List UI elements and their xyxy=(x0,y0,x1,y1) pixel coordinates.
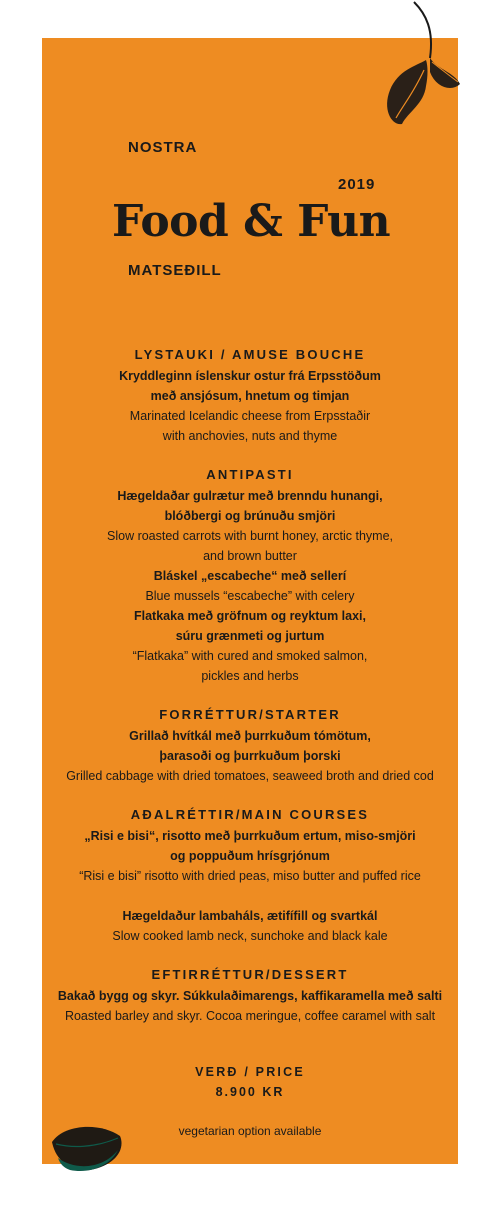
menu-section xyxy=(42,706,458,786)
dish-description-english: Slow cooked lamb neck, sunchoke and black kale xyxy=(112,929,388,943)
dish-name-icelandic: „Risi e bisi“, risotto með þurrkuðum ertum, miso-smjöri xyxy=(84,829,416,843)
dish-description-english: and brown butter xyxy=(203,549,297,563)
dish-name-icelandic: þarasoði og þurrkuðum þorski xyxy=(159,749,341,763)
dish-name-icelandic: Kryddleginn íslenskur ostur frá Erpsstöðum xyxy=(119,369,381,383)
dish-description-english: Blue mussels “escabeche” with celery xyxy=(145,589,355,603)
dish-name-icelandic: Hægeldaður lambaháls, ætifífill og svartkál xyxy=(122,909,378,923)
dish-name-icelandic: Bláskel „escabeche“ með sellerí xyxy=(153,569,347,583)
dish-description-english: “Risi e bisi” risotto with dried peas, miso butter and puffed rice xyxy=(79,869,421,883)
section-heading: FORRÉTTUR/STARTER xyxy=(159,707,341,722)
dish-description-english: Grilled cabbage with dried tomatoes, seaweed broth and dried cod xyxy=(66,769,434,783)
dish-description-english: with anchovies, nuts and thyme xyxy=(162,429,338,443)
dish-name-icelandic: og poppuðum hrísgrjónum xyxy=(170,849,330,863)
menu-section xyxy=(42,966,458,1026)
dish-description-english: Slow roasted carrots with burnt honey, arctic thyme, xyxy=(107,529,393,543)
leaf-icon xyxy=(48,1120,128,1176)
dish-name-icelandic: Flatkaka með gröfnum og reyktum laxi, xyxy=(133,609,366,623)
dish-name-icelandic: súru grænmeti og jurtum xyxy=(175,629,325,643)
menu-section xyxy=(42,466,458,686)
dish-description-english: “Flatkaka” with cured and smoked salmon, xyxy=(132,649,368,663)
leaf-branch-icon xyxy=(368,0,468,130)
dish-name-icelandic: Grillað hvítkál með þurrkuðum tómötum, xyxy=(129,729,371,743)
menu-section xyxy=(42,806,458,946)
price-amount: 8.900 KR xyxy=(215,1085,285,1099)
page-title: Food & Fun xyxy=(112,196,391,247)
menu-subtitle: MATSEÐILL xyxy=(128,262,222,279)
dish-name-icelandic: blóðbergi og brúnuðu smjöri xyxy=(164,509,336,523)
year-label: 2019 xyxy=(338,176,376,193)
dish-name-icelandic: Hægeldaðar gulrætur með brenndu hunangi, xyxy=(117,489,383,503)
section-heading: EFTIRRÉTTUR/DESSERT xyxy=(151,967,349,982)
section-heading: LYSTAUKI / AMUSE BOUCHE xyxy=(134,347,366,362)
price-block xyxy=(42,1062,458,1102)
dish-description-english: pickles and herbs xyxy=(201,669,299,683)
dish-description-english: Marinated Icelandic cheese from Erpsstaðir xyxy=(129,409,371,423)
restaurant-name: NOSTRA xyxy=(128,139,198,156)
vegetarian-note: vegetarian option available xyxy=(178,1124,322,1138)
menu-sections xyxy=(42,346,458,1046)
dish-description-english: Roasted barley and skyr. Cocoa meringue, coffee caramel with salt xyxy=(64,1009,436,1023)
section-heading: ANTIPASTI xyxy=(206,467,294,482)
price-label: VERÐ / PRICE xyxy=(195,1065,305,1079)
spacer xyxy=(42,886,458,906)
dish-name-icelandic: með ansjósum, hnetum og timjan xyxy=(150,389,350,403)
menu-section xyxy=(42,346,458,446)
dish-name-icelandic: Bakað bygg og skyr. Súkkulaðimarengs, kaffikaramella með salti xyxy=(57,989,443,1003)
section-heading: AÐALRÉTTIR/MAIN COURSES xyxy=(130,807,370,822)
